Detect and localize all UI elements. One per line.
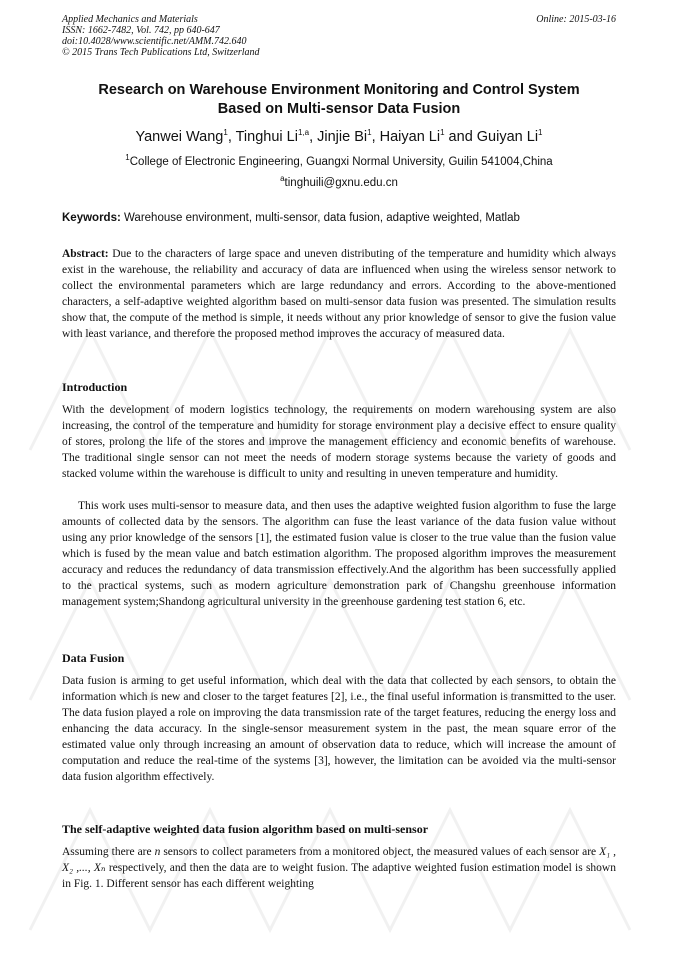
- author-sup: 1: [223, 128, 228, 138]
- introduction-paragraph-1: With the development of modern logistics technology, the requirements on modern warehousing system are also increasing, the control of the temperature and humidity for storage environment play a decisive effect to ensure quality of stores, prolong the life of the stores and improve the management efficiency and economic benefits of warehouse. The traditional single sensor can not meet the needs of modern storage systems because the variety of goods and stacked volume within the warehouse is difficult to unity and resulting in uneven temperature and humidity.: [62, 404, 616, 480]
- affiliation-sup: 1: [125, 153, 130, 163]
- introduction-paragraph-2: This work uses multi-sensor to measure data, and then uses the adaptive weighted fusion algorithm to fuse the large amounts of collected data by the sensors. The algorithm can fuse the least variance of the data fusion value without using any prior knowledge of the sensors [1], the estimated fusion value is closer to the true value than the fusion value which is fused by the mean value and batch estimation algorithm. The proposed algorithm improves the measurement accuracy and reduces the redundancy of data transmission effectively.And the algorithm has been successfully applied to the practical systems, such as modern agriculture demonstration park of Changshu greenhouse information management system;Shandong agricultural university in the greenhouse gardening test station 6, etc.: [62, 500, 616, 608]
- author-separator: ,: [227, 129, 236, 145]
- email-sup: a: [280, 174, 285, 184]
- paper-title: [62, 81, 616, 119]
- abstract: [62, 246, 616, 342]
- author-name: Haiyan Li: [379, 129, 441, 145]
- affiliation-text: College of Electronic Engineering, Guangxi Normal University, Guilin 541004,China: [129, 156, 553, 168]
- author-sup: 1: [367, 128, 372, 138]
- title-line-2: Based on Multi-sensor Data Fusion: [217, 101, 461, 117]
- author-list: [62, 129, 616, 145]
- self-adaptive-heading: The self-adaptive weighted data fusion algorithm based on multi-sensor: [62, 822, 429, 836]
- abstract-label: Abstract:: [62, 248, 109, 260]
- journal-name: Applied Mechanics and Materials: [62, 14, 198, 25]
- paragraph-text: sensors to collect parameters from a monitored object, the measured values of each sensor are: [160, 846, 600, 858]
- author-name: Jinjie Bi: [317, 129, 368, 145]
- data-fusion-paragraph: Data fusion is arming to get useful information, which deal with the data that collected by each sensors, to obtain the information which is new and closer to the target features [2], i.e., the final useful information is transmitted to the user. The data fusion played a role on improving the data transmission rate of the target features, reducing the energy loss and enhancing the data accuracy. In the single-sensor measurement system in the past, the mean square error of the estimated value only through increasing an amount of observation data to reduce, which will increase the amount of computation and reduce the real-time of the systems [3], however, the limitation can be avoided via the multi-sensor data fusion algorithm effectively.: [62, 675, 616, 783]
- issn-line: ISSN: 1662-7482, Vol. 742, pp 640-647: [62, 25, 220, 36]
- keywords-label: Keywords:: [62, 212, 121, 224]
- self-adaptive-paragraph: [62, 844, 616, 892]
- keywords: [62, 212, 616, 224]
- keywords-text: Warehouse environment, multi-sensor, data fusion, adaptive weighted, Matlab: [124, 212, 520, 224]
- author-separator: ,: [371, 129, 380, 145]
- doi-line[interactable]: doi:10.4028/www.scientific.net/AMM.742.640: [62, 36, 247, 47]
- introduction-heading: Introduction: [62, 380, 128, 394]
- author-name: Tinghui Li: [235, 129, 298, 145]
- abstract-text: Due to the characters of large space and uneven distributing of the temperature and humidity which always exist in the warehouse, the reliability and accuracy of data are influenced when using the wireless sensor network to collect the environmental parameters which are large redundancy and errors. According to the above-mentioned characters, a self-adaptive weighted algorithm based on multi-sensor data fusion was presented. The simulation results show that, the compute of the method is simple, it needs without any prior knowledge of sensor to give the fusion value with least variance, and therefore the proposed method improves the accuracy of measured data.: [62, 248, 616, 340]
- author-name: Yanwei Wang: [135, 129, 224, 145]
- author-sup: 1,a: [297, 128, 310, 138]
- contact-email: [62, 174, 616, 189]
- title-line-1: Research on Warehouse Environment Monitoring and Control System: [98, 82, 580, 98]
- paragraph-text: respectively, and then the data are to weight fusion. The adaptive weighted fusion estimation model is shown in Fig. 1. Different sensor has each different weighting: [62, 862, 616, 890]
- data-fusion-heading: Data Fusion: [62, 651, 125, 665]
- author-separator: ,: [309, 129, 318, 145]
- author-name: Guiyan Li: [476, 129, 539, 145]
- copyright-line: © 2015 Trans Tech Publications Ltd, Switzerland: [62, 47, 260, 58]
- online-date: Online: 2015-03-16: [536, 14, 616, 25]
- author-sup: 1: [538, 128, 543, 138]
- email-address[interactable]: tinghuili@gxnu.edu.cn: [284, 177, 398, 189]
- affiliation: [62, 153, 616, 168]
- journal-meta: [62, 14, 260, 58]
- author-separator: and: [444, 129, 477, 145]
- math-variable-n: n: [154, 846, 161, 858]
- author-sup: 1: [440, 128, 445, 138]
- paragraph-text: Assuming there are: [62, 846, 155, 858]
- math-sensor-values: X₁ , X₂ ,..., Xₙ: [62, 846, 616, 874]
